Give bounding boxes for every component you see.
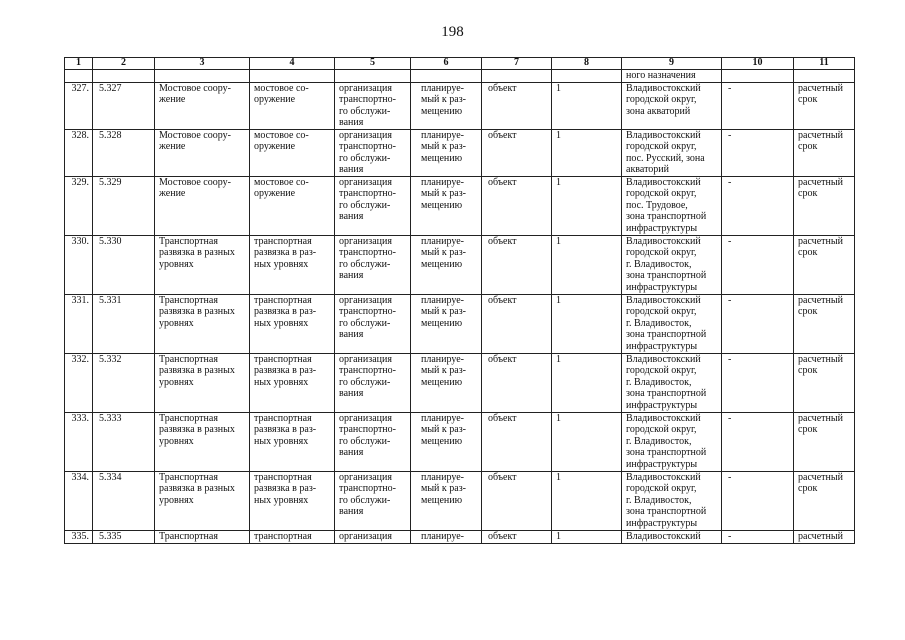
table-cell: Транспортная развязка в разных уровнях (155, 295, 250, 354)
table-cell: организация транспортно- го обслужи- вания (335, 83, 411, 130)
table-cell: организация (335, 531, 411, 544)
column-header: 5 (335, 58, 411, 70)
table-cell: - (722, 236, 794, 295)
column-header: 8 (552, 58, 622, 70)
table-cell: транспортная развязка в раз- ных уровнях (250, 295, 335, 354)
table-cell: расчетный срок (794, 83, 855, 130)
table-cell: транспортная развязка в раз- ных уровнях (250, 236, 335, 295)
table-cell: Владивостокский городской округ, г. Владивосток, зона транспортной инфраструктуры (622, 236, 722, 295)
table-cell: организация транспортно- го обслужи- вания (335, 472, 411, 531)
table-cell: объект (482, 236, 552, 295)
table-cell: Транспортная развязка в разных уровнях (155, 413, 250, 472)
table-cell (65, 70, 93, 83)
table-cell: 329. (65, 177, 93, 236)
table-cell (155, 70, 250, 83)
table-cell: Владивостокский городской округ, г. Владивосток, зона транспортной инфраструктуры (622, 354, 722, 413)
table-cell: организация транспортно- го обслужи- вания (335, 177, 411, 236)
table-cell: Мостовое соору- жение (155, 177, 250, 236)
table-cell: расчетный срок (794, 130, 855, 177)
table-cell: планируе- мый к раз- мещению (411, 177, 482, 236)
table-cell: планируе- мый к раз- мещению (411, 413, 482, 472)
table-cell: Владивостокский (622, 531, 722, 544)
table-cell: мостовое со- оружение (250, 177, 335, 236)
table-cell: объект (482, 83, 552, 130)
column-header: 10 (722, 58, 794, 70)
table-cell: 331. (65, 295, 93, 354)
table-row (65, 70, 855, 83)
table-cell (482, 70, 552, 83)
table-cell: расчетный срок (794, 236, 855, 295)
table-cell: организация транспортно- го обслужи- вания (335, 236, 411, 295)
objects-table (64, 57, 855, 544)
table-cell: 1 (552, 295, 622, 354)
table-cell: - (722, 531, 794, 544)
table-cell: Владивостокский городской округ, пос. Русский, зона акваторий (622, 130, 722, 177)
table-cell (794, 70, 855, 83)
table-body (65, 70, 855, 544)
table-cell: Владивостокский городской округ, пос. Трудовое, зона транспортной инфраструктуры (622, 177, 722, 236)
table-cell: - (722, 354, 794, 413)
table-cell: 328. (65, 130, 93, 177)
column-header: 3 (155, 58, 250, 70)
table-cell: 1 (552, 177, 622, 236)
table-cell: планируе- мый к раз- мещению (411, 83, 482, 130)
table-header-row (65, 58, 855, 70)
column-header: 4 (250, 58, 335, 70)
table-cell (722, 70, 794, 83)
table-cell: ного назначения (622, 70, 722, 83)
table-cell: - (722, 413, 794, 472)
table-cell: транспортная развязка в раз- ных уровнях (250, 354, 335, 413)
table-cell: 5.327 (93, 83, 155, 130)
table-cell: объект (482, 531, 552, 544)
table-cell: 335. (65, 531, 93, 544)
table-cell: 5.330 (93, 236, 155, 295)
table-cell: расчетный срок (794, 295, 855, 354)
table-cell: 1 (552, 83, 622, 130)
table-cell: 1 (552, 472, 622, 531)
table-cell: организация транспортно- го обслужи- вания (335, 354, 411, 413)
table-cell (250, 70, 335, 83)
column-header: 11 (794, 58, 855, 70)
table-cell: планируе- мый к раз- мещению (411, 130, 482, 177)
table-cell: - (722, 472, 794, 531)
table-cell (552, 70, 622, 83)
table-cell: планируе- мый к раз- мещению (411, 354, 482, 413)
table-cell: Мостовое соору- жение (155, 83, 250, 130)
table-cell (93, 70, 155, 83)
table-cell: 332. (65, 354, 93, 413)
table-cell: расчетный срок (794, 413, 855, 472)
table-cell: объект (482, 472, 552, 531)
table-cell: расчетный срок (794, 177, 855, 236)
table-row (65, 295, 855, 354)
table-cell (411, 70, 482, 83)
table-cell: 333. (65, 413, 93, 472)
table-cell: 5.335 (93, 531, 155, 544)
table-cell: транспортная развязка в раз- ных уровнях (250, 472, 335, 531)
column-header: 9 (622, 58, 722, 70)
table-row (65, 531, 855, 544)
table-cell: организация транспортно- го обслужи- вания (335, 413, 411, 472)
page-number: 198 (441, 24, 464, 40)
table-cell: 5.334 (93, 472, 155, 531)
table-cell: Владивостокский городской округ, г. Владивосток, зона транспортной инфраструктуры (622, 413, 722, 472)
table-cell: планируе- мый к раз- мещению (411, 295, 482, 354)
table-cell: Владивостокский городской округ, г. Владивосток, зона транспортной инфраструктуры (622, 472, 722, 531)
table-cell: расчетный (794, 531, 855, 544)
table-cell: транспортная (250, 531, 335, 544)
table-cell: объект (482, 354, 552, 413)
table-cell: 334. (65, 472, 93, 531)
table-cell: расчетный срок (794, 472, 855, 531)
table-cell: Транспортная развязка в разных уровнях (155, 236, 250, 295)
table-cell: 330. (65, 236, 93, 295)
table-cell: организация транспортно- го обслужи- вания (335, 295, 411, 354)
table-cell: 5.333 (93, 413, 155, 472)
column-header: 1 (65, 58, 93, 70)
table-cell: Транспортная развязка в разных уровнях (155, 354, 250, 413)
table-cell: планируе- мый к раз- мещению (411, 236, 482, 295)
table-row (65, 354, 855, 413)
table-cell: Владивостокский городской округ, г. Владивосток, зона транспортной инфраструктуры (622, 295, 722, 354)
table-cell: объект (482, 130, 552, 177)
table-cell: 327. (65, 83, 93, 130)
table-row (65, 130, 855, 177)
table-cell: - (722, 177, 794, 236)
table-cell: объект (482, 413, 552, 472)
table-cell: 5.331 (93, 295, 155, 354)
table-cell: 5.329 (93, 177, 155, 236)
table-cell: 1 (552, 236, 622, 295)
table-row (65, 472, 855, 531)
table-cell: 5.328 (93, 130, 155, 177)
table-cell: мостовое со- оружение (250, 130, 335, 177)
table-cell: - (722, 83, 794, 130)
table-row (65, 413, 855, 472)
table-cell: Владивостокский городской округ, зона акваторий (622, 83, 722, 130)
column-header: 2 (93, 58, 155, 70)
table-row (65, 236, 855, 295)
table-cell: - (722, 130, 794, 177)
table-cell (335, 70, 411, 83)
table-cell: транспортная развязка в раз- ных уровнях (250, 413, 335, 472)
table-cell: 5.332 (93, 354, 155, 413)
table-row (65, 83, 855, 130)
table-cell: организация транспортно- го обслужи- вания (335, 130, 411, 177)
table-cell: 1 (552, 531, 622, 544)
column-header: 7 (482, 58, 552, 70)
table-cell: планируе- мый к раз- мещению (411, 472, 482, 531)
table-cell: 1 (552, 354, 622, 413)
table-cell: планируе- (411, 531, 482, 544)
table-row (65, 177, 855, 236)
table-cell: расчетный срок (794, 354, 855, 413)
table-cell: Транспортная (155, 531, 250, 544)
table-cell: объект (482, 177, 552, 236)
column-header: 6 (411, 58, 482, 70)
table-cell: мостовое со- оружение (250, 83, 335, 130)
table-cell: Транспортная развязка в разных уровнях (155, 472, 250, 531)
table-cell: Мостовое соору- жение (155, 130, 250, 177)
table-cell: объект (482, 295, 552, 354)
table-cell: - (722, 295, 794, 354)
table-cell: 1 (552, 130, 622, 177)
table-cell: 1 (552, 413, 622, 472)
